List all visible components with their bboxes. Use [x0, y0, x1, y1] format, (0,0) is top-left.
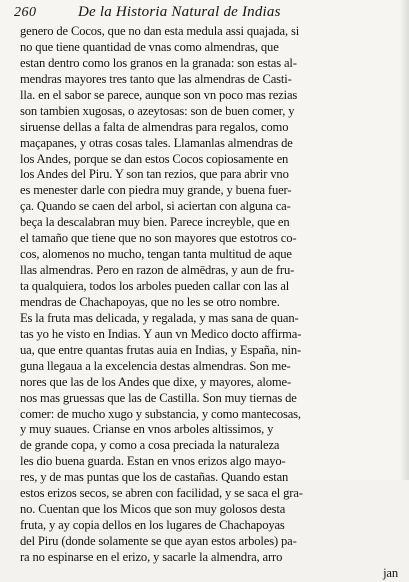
text-line: ça. Quando se caen del arbol, si aciertan con alguna ca- — [20, 199, 291, 214]
text-line: nores que las de los Andes que dixe, y mayores, alome- — [20, 374, 291, 389]
text-line: comer: de mucho xugo y substancia, y como mantecosas, — [20, 406, 301, 421]
text-line: nos mas gruessas que las de Castilla. Son muy tiernas de — [20, 390, 297, 405]
text-line: los Andes, porque se dan estos Cocos copiosamente en — [20, 151, 289, 166]
text-line: cos, alomenos no mucho, tengan tanta multitud de aque — [20, 247, 292, 262]
text-line: llas almendras. Pero en razon de almēdras, y aun de fru- — [20, 263, 295, 278]
text-line: siruense dellas a falta de almendras para regalos, como — [20, 119, 289, 134]
text-line: no que tiene quantidad de vnas como almendras, que — [20, 39, 279, 54]
page-number: 260 — [14, 5, 37, 20]
text-line: no. Cuentan que los Micos que son muy golosos desta — [20, 502, 286, 517]
text-line: el tamaño que tiene que no son mayores que estotros co- — [20, 231, 297, 246]
body-text — [20, 24, 398, 582]
text-line: mendras mayores tres tanto que las almendras de Casti- — [20, 71, 292, 86]
text-line: maçapanes, y otras cosas tales. Llamanlas almendras de — [20, 135, 293, 150]
text-line: fruta, y ay copia dellos en los lugares de Chachapoyas — [20, 518, 285, 533]
text-line: Es la fruta mas delicada, y regalada, y mas sana de quan- — [20, 310, 299, 325]
text-line: son tambien xugosas, o azeytosas: son de buen comer, y — [20, 103, 295, 118]
text-line: estos erizos secos, se abren con facilidad, y se saca el gra- — [20, 486, 303, 501]
text-line: del Piru (donde solamente se que ayan estos arboles) pa- — [20, 534, 297, 548]
text-line: genero de Cocos, que no dan esta medula assi quajada, si — [20, 24, 300, 38]
text-line: es menester darle con piedra muy grande, y buena fuer- — [20, 183, 292, 198]
page-edge-shadow — [399, 0, 409, 480]
text-line: res, y de mas puntas que los de castañas. Quando estan — [20, 470, 289, 485]
text-line: mendras de Chachapoyas, que no les se otro nombre. — [20, 294, 280, 309]
text-line: los Andes del Piru. Y son tan rezios, que para abrir vno — [20, 167, 289, 182]
text-line: ua, que entre quantas frutas auia en Indias, y España, nin- — [20, 342, 302, 357]
catchword: jan — [383, 565, 398, 580]
text-line: beça la descalabran muy bien. Parece increyble, que en — [20, 215, 290, 230]
text-line: y muy suaues. Crianse en vnos arboles altissimos, y — [20, 422, 274, 437]
text-line: les dio buena guarda. Estan en vnos erizos algo mayo- — [20, 454, 286, 469]
text-line: guna llegaua a la excelencia destas almendras. Son me- — [20, 358, 291, 373]
text-line: estan dentro como los granos en la granada: son estas al- — [20, 55, 297, 70]
text-line: ra no espinarse en el erizo, y sacarle la almendra, arro — [20, 549, 283, 564]
text-line: tas yo he visto en Indias. Y aun vn Medico docto affirma- — [20, 326, 302, 341]
page-header — [14, 3, 394, 25]
text-line: lla. en el sabor se parece, aunque son vn poco mas rezias — [20, 87, 298, 102]
text-line: de grande copa, y como a cosa preciada la naturaleza — [20, 438, 280, 453]
running-title: De la Historia Natural de Indias — [78, 4, 281, 20]
text-line: ta qualquiera, todos los arboles pueden callar con las al — [20, 279, 290, 293]
